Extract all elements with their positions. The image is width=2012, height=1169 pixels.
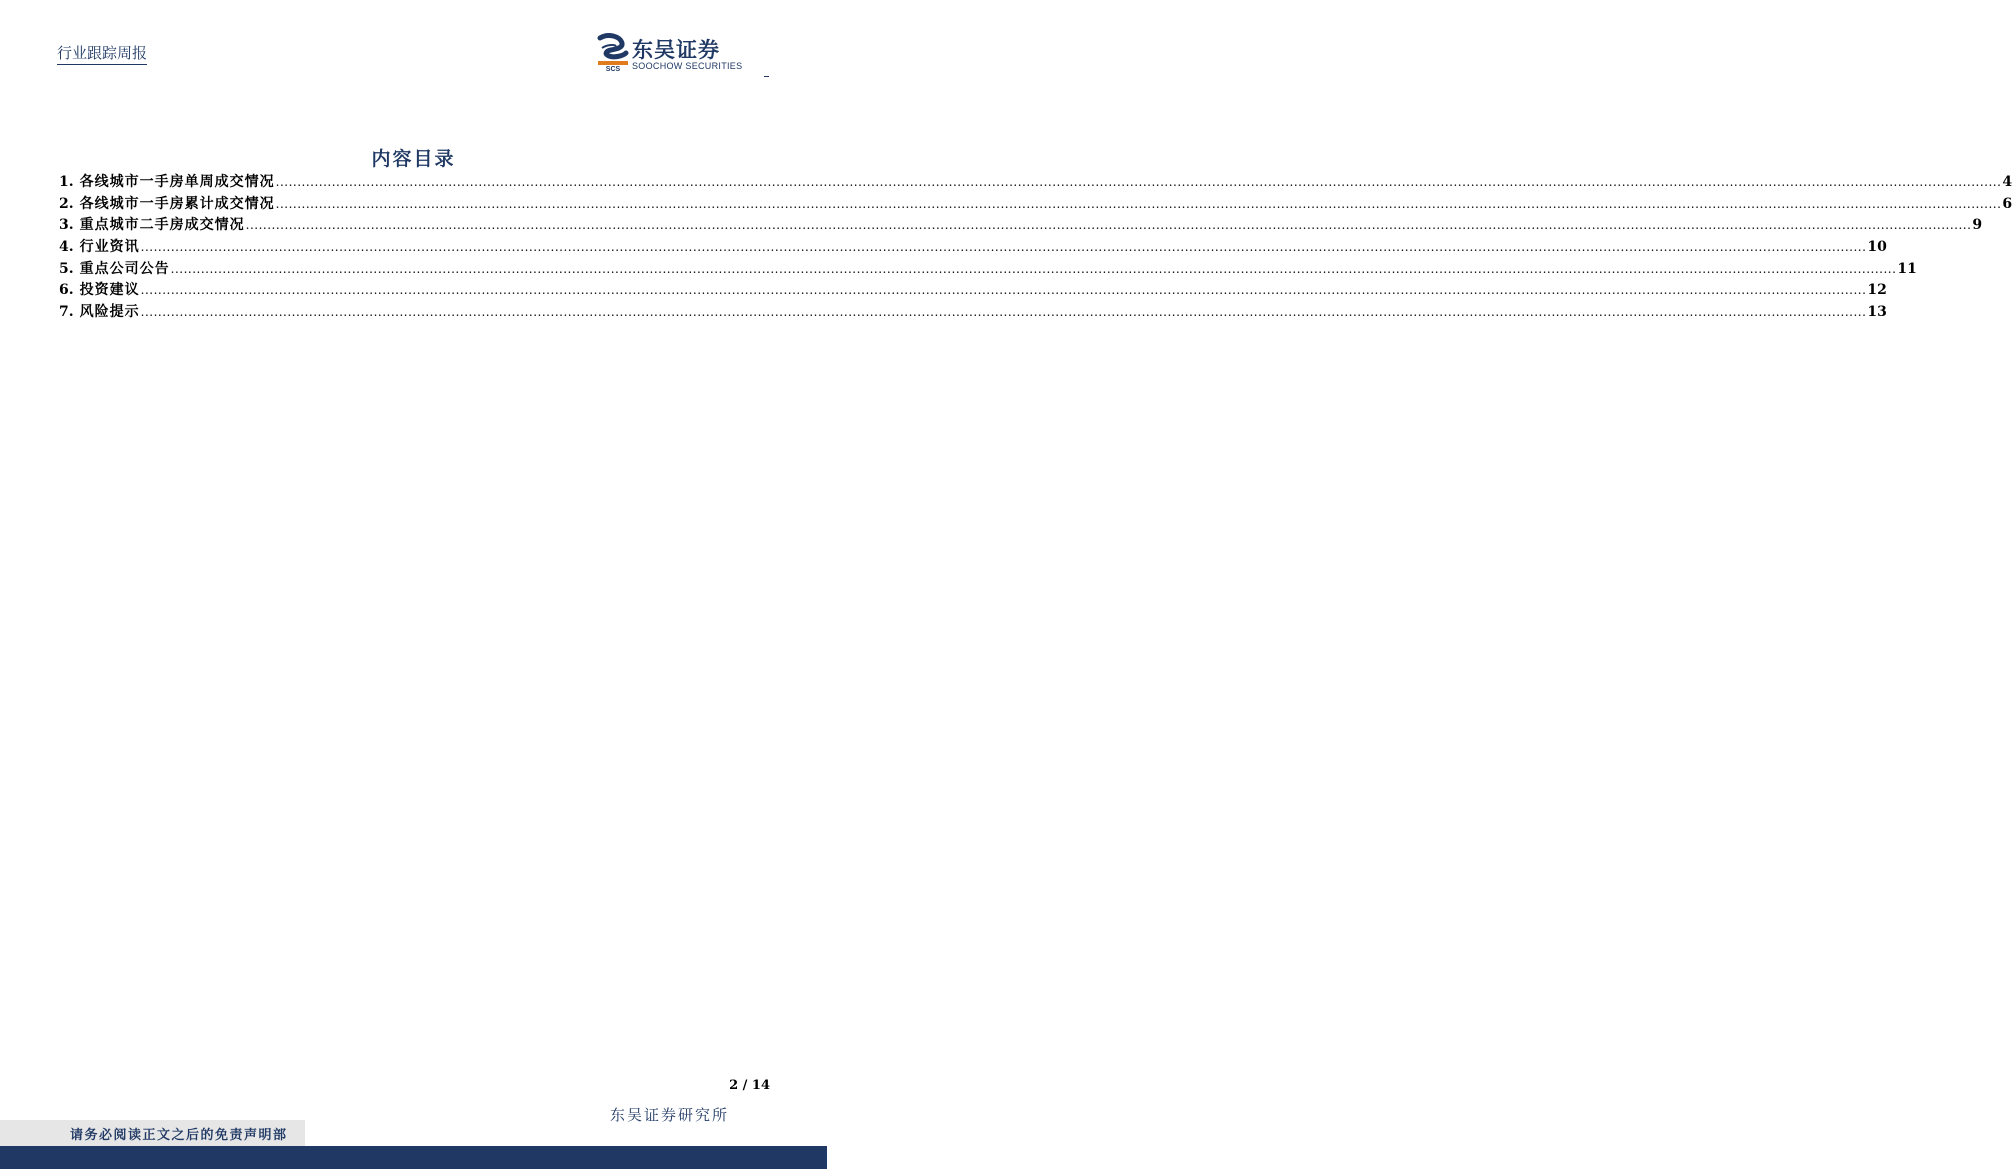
- toc-item-number: 1.: [59, 174, 74, 190]
- toc-item[interactable]: [59, 214, 1983, 236]
- toc-item-label: 各线城市一手房单周成交情况: [79, 174, 275, 190]
- toc-item-page: 6: [2002, 195, 2012, 212]
- logo-name-cn: 东吴证券: [632, 38, 720, 62]
- toc-leader-dots: ................................................................................................................................................................................................................................................................................................................................................................................................................: [140, 305, 1867, 320]
- toc-item-page: 13: [1867, 304, 1887, 321]
- toc-item[interactable]: [59, 258, 1917, 280]
- toc-item[interactable]: [59, 171, 2012, 193]
- report-type-label: 行业跟踪周报: [57, 42, 147, 65]
- toc-item-number: 2.: [59, 195, 74, 212]
- footer-disclaimer-notice: 请务必阅读正文之后的免责声明部: [70, 1128, 288, 1143]
- scs-logo-icon: [596, 34, 630, 72]
- toc-item[interactable]: [59, 301, 1887, 323]
- logo-name-en: SOOCHOW SECURITIES: [632, 61, 743, 71]
- toc-item-number: 4.: [59, 239, 74, 256]
- toc-item-label: 重点城市二手房成交情况: [79, 217, 245, 234]
- table-of-contents: [59, 171, 2012, 323]
- toc-item-page: 9: [1972, 217, 1983, 234]
- toc-item-page: 11: [1897, 260, 1917, 277]
- toc-item[interactable]: [59, 236, 1887, 258]
- toc-item-number: 3.: [59, 217, 74, 234]
- toc-item-number: 7.: [59, 304, 74, 321]
- company-logo: [596, 34, 766, 74]
- toc-leader-dots: ................................................................................................................................................................................................................................................................................................................................................................................................................: [275, 196, 2002, 211]
- toc-leader-dots: ................................................................................................................................................................................................................................................................................................................................................................................................................: [140, 240, 1867, 255]
- toc-item-label: 重点公司公告: [79, 260, 170, 277]
- toc-item-label: 风险提示: [79, 304, 140, 321]
- toc-item[interactable]: [59, 193, 2012, 215]
- footer-org-name: 东吴证券研究所: [610, 1106, 730, 1124]
- footer-bar: [0, 1146, 827, 1169]
- toc-item[interactable]: [59, 279, 1887, 301]
- toc-item-label: 各线城市一手房累计成交情况: [79, 195, 275, 212]
- toc-leader-dots: ................................................................................................................................................................................................................................................................................................................................................................................................................: [245, 218, 1972, 233]
- toc-leader-dots: ................................................................................................................................................................................................................................................................................................................................................................................................................: [140, 283, 1867, 298]
- header-divider-mark: [764, 76, 769, 77]
- logo-abbr: SCS: [605, 66, 621, 73]
- toc-leader-dots: ................................................................................................................................................................................................................................................................................................................................................................................................................: [170, 261, 1897, 276]
- toc-item-page: 4: [2002, 174, 2012, 190]
- toc-title: 内容目录: [371, 148, 456, 170]
- toc-item-page: 12: [1867, 282, 1887, 299]
- toc-leader-dots: ................................................................................................................................................................................................................................................................................................................................................................................................................: [275, 175, 2002, 189]
- toc-item-number: 5.: [59, 260, 74, 277]
- page-number: 2 / 14: [729, 1078, 770, 1093]
- toc-item-page: 10: [1867, 239, 1887, 256]
- toc-item-label: 投资建议: [79, 282, 140, 299]
- toc-item-number: 6.: [59, 282, 74, 299]
- toc-item-label: 行业资讯: [79, 239, 140, 256]
